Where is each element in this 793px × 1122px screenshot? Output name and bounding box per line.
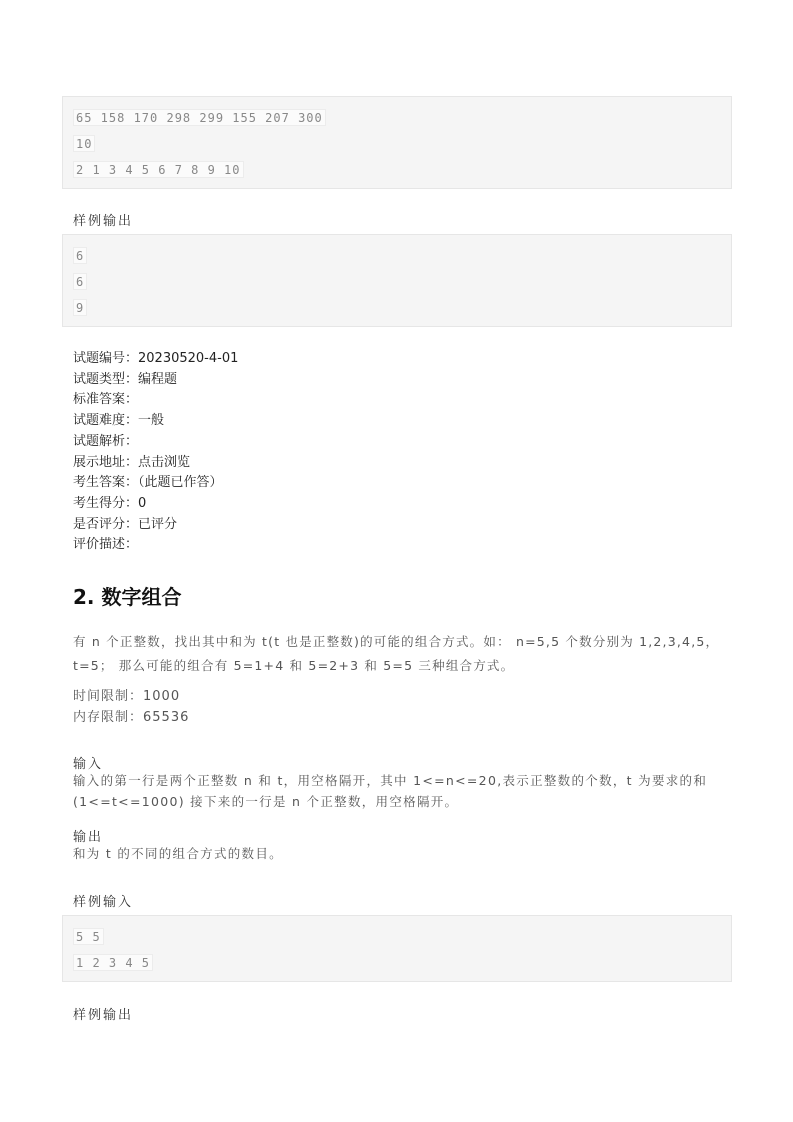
input-desc-line: (1<=t<=1000) 接下来的一行是 n 个正整数，用空格隔开。: [73, 794, 459, 809]
meta-analysis: 试题解析：: [73, 433, 139, 449]
description-line: 有 n 个正整数，找出其中和为 t(t 也是正整数)的可能的组合方式。如： n=5,5 个数分别为 1,2,3,4,5，: [73, 634, 720, 649]
input-description: [73, 770, 707, 812]
code-line: 1 2 3 4 5: [73, 954, 153, 971]
prev-sample-output-label: 样例输出: [73, 214, 134, 229]
meta-question-type: 试题类型：编程题: [73, 371, 178, 387]
meta-graded: 是否评分：已评分: [73, 516, 178, 532]
question-description: [73, 630, 719, 678]
code-line: 65 158 170 298 299 155 207 300: [73, 109, 326, 126]
meta-score: 考生得分：0: [73, 495, 147, 511]
input-section-title: 输入: [73, 757, 104, 772]
code-line: 6: [73, 273, 87, 290]
code-line: 10: [73, 135, 95, 152]
meta-student-answer: 考生答案：（此题已作答）: [73, 475, 223, 491]
meta-difficulty: 试题难度：一般: [73, 413, 165, 429]
description-line: t=5； 那么可能的组合有 5=1+4 和 5=2+3 和 5=5 三种组合方式。: [73, 658, 515, 673]
prev-sample-output-box: [62, 234, 732, 327]
time-limit: 时间限制：1000: [73, 689, 181, 704]
question-metadata: [73, 349, 238, 556]
code-line: 5 5: [73, 928, 104, 945]
limits: [73, 686, 189, 728]
meta-display-link[interactable]: 展示地址：点击浏览: [73, 454, 191, 470]
input-desc-line: 输入的第一行是两个正整数 n 和 t，用空格隔开，其中 1<=n<=20,表示正整数的个数，t 为要求的和: [73, 773, 708, 788]
meta-question-id: 试题编号：20230520-4-01: [73, 351, 239, 366]
memory-limit: 内存限制：65536: [73, 710, 190, 725]
sample-input-box: [62, 915, 732, 982]
code-line: 9: [73, 299, 87, 316]
sample-output-label: 样例输出: [73, 1008, 134, 1023]
code-line: 2 1 3 4 5 6 7 8 9 10: [73, 161, 244, 178]
prev-sample-input-box: [62, 96, 732, 189]
meta-standard-answer: 标准答案：: [73, 392, 139, 408]
meta-evaluation: 评价描述：: [73, 537, 139, 553]
question-title: 2. 数字组合: [73, 585, 182, 609]
sample-input-label: 样例输入: [73, 895, 134, 910]
output-section-title: 输出: [73, 830, 104, 845]
output-description: [73, 843, 283, 864]
code-line: 6: [73, 247, 87, 264]
output-desc-line: 和为 t 的不同的组合方式的数目。: [73, 846, 283, 861]
